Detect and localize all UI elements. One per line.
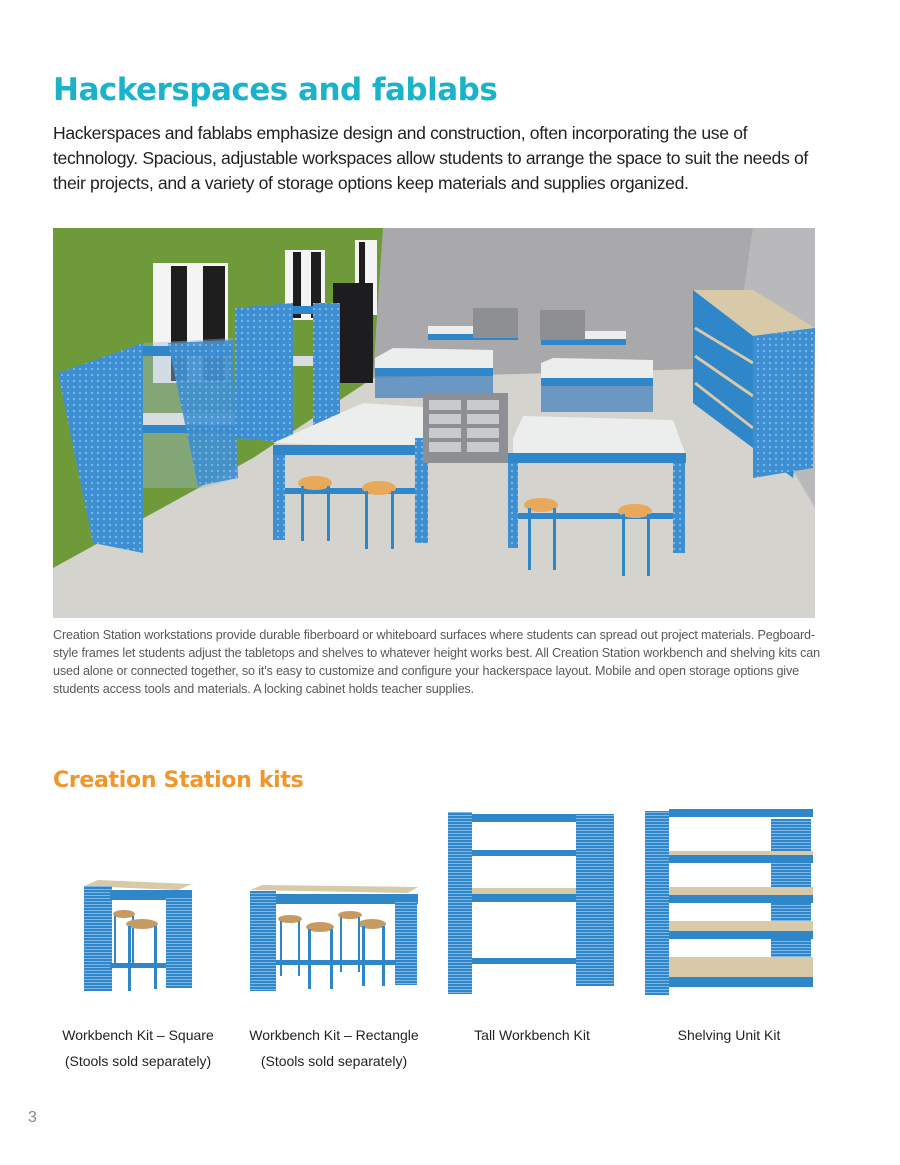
shelving-unit-image: [643, 807, 815, 999]
kits-section-title: Creation Station kits: [53, 768, 304, 793]
kit-note: (Stools sold separately): [64, 1053, 212, 1069]
kit-name: Workbench Kit – Rectangle: [249, 1027, 419, 1043]
kit-label-shelving-unit: [643, 1022, 815, 1048]
hero-image: [53, 228, 815, 618]
intro-paragraph: Hackerspaces and fablabs emphasize design and construction, often incorporating the use of technology. Spacious, adjustable workspaces allow students to arrange the space to suit the needs of their projects, and a variety of storage options keep materials and supplies organized.: [53, 123, 808, 193]
kit-note: (Stools sold separately): [260, 1053, 408, 1069]
kit-label-workbench-rectangle: [238, 1022, 430, 1074]
kit-name: Shelving Unit Kit: [677, 1027, 781, 1043]
page-title: Hackerspaces and fablabs: [53, 72, 498, 108]
tall-workbench-image: [446, 810, 618, 998]
kit-name: Tall Workbench Kit: [474, 1027, 590, 1043]
kit-name: Workbench Kit – Square: [62, 1027, 214, 1043]
page-number: 3: [28, 1109, 37, 1126]
workbench-square-image: [80, 878, 195, 996]
hero-caption: Creation Station workstations provide durable fiberboard or whiteboard surfaces where students can spread out project materials. Pegboard-style frames let students adjust the tabletops and shelves to whatever height works best. All Creation Station workbench and shelving kits can used alone or connected together, so it's easy to customize and configure your hackerspace layout. Mobile and open storage options give students access tools and materials. A locking cabinet holds teacher supplies.: [53, 628, 820, 696]
workbench-rectangle-image: [250, 885, 420, 995]
kit-label-tall-workbench: [446, 1022, 618, 1048]
kit-label-workbench-square: [52, 1022, 224, 1074]
